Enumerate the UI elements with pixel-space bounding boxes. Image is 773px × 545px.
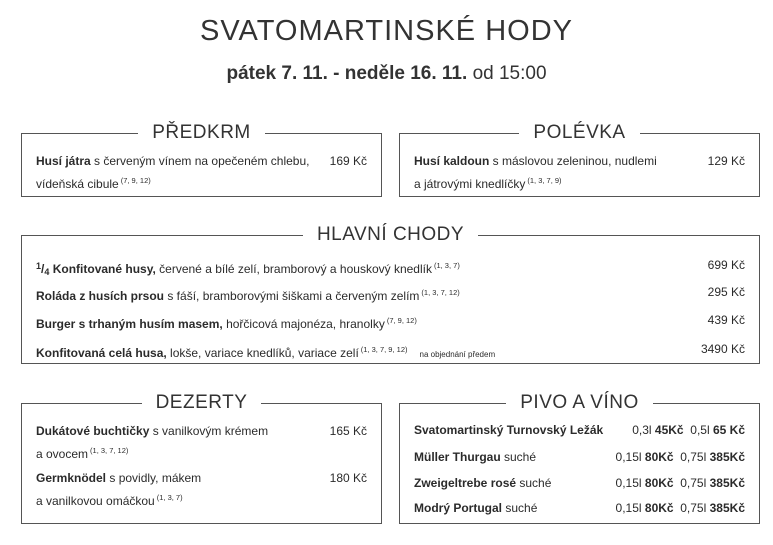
item-price: 295 Kč — [707, 285, 745, 299]
drink-desc: suché — [516, 476, 552, 490]
drink-desc: suché — [500, 450, 537, 464]
fraction: $^1/_4$ — [36, 261, 50, 277]
item-note: na objednání předem — [419, 350, 496, 359]
item-name: Husí kaldoun — [414, 154, 490, 168]
dezerty-title: DEZERTY — [142, 392, 262, 413]
item-allergens: (1, 3, 7, 9, 12) — [360, 345, 408, 354]
hlavni-section — [21, 224, 760, 364]
menu-item — [36, 340, 495, 364]
item-desc: s fáší, bramborovými šiškami a červeným zelím — [164, 289, 420, 303]
item-name: Germknödel — [36, 471, 107, 485]
item-name: Burger s trhaným husím masem, — [36, 317, 223, 331]
polevka-section — [399, 122, 760, 197]
predkrm-section — [21, 122, 382, 197]
item-desc: vídeňská cibule — [36, 177, 119, 191]
drink-volume: 0,75l — [680, 476, 707, 490]
item-desc: s vanilkovým krémem — [149, 424, 269, 438]
item-allergens: (7, 9, 12) — [386, 316, 417, 325]
menu-item — [36, 311, 417, 334]
drink-price: 385Kč — [709, 476, 745, 490]
drink-prices — [632, 421, 745, 440]
page-title: SVATOMARTINSKÉ HODY — [200, 15, 573, 47]
drink-name: Müller Thurgau — [414, 450, 501, 464]
drink-name: Modrý Portugal — [414, 501, 503, 515]
pivo-title: PIVO A VÍNO — [506, 392, 653, 413]
item-desc: a játrovými knedlíčky — [414, 177, 526, 191]
item-desc: lokše, variace knedlíků, variace zelí — [166, 346, 359, 360]
item-allergens: (1, 3, 7, 9) — [527, 176, 562, 185]
menu-item — [36, 152, 326, 194]
item-name: Konfitovaná celá husa, — [36, 346, 167, 360]
drink-price: 80Kč — [644, 450, 674, 464]
item-price: 699 Kč — [707, 258, 745, 272]
menu-item — [36, 469, 306, 511]
item-desc: červené a bílé zelí, bramborový a houskový knedlík — [155, 262, 432, 276]
item-desc: a vanilkovou omáčkou — [36, 494, 155, 508]
drink-name: Svatomartinský Turnovský Ležák — [414, 423, 604, 437]
item-name: Dukátové buchtičky — [36, 424, 150, 438]
item-allergens: (1, 3, 7, 12) — [90, 446, 129, 455]
event-dates — [0, 63, 773, 85]
item-price: 165 Kč — [329, 424, 367, 438]
drink-price: 45Kč — [654, 423, 684, 437]
item-price: 439 Kč — [707, 313, 745, 327]
drink-volume: 0,3l — [632, 423, 652, 437]
item-desc: s povidly, mákem — [106, 471, 202, 485]
drink-volume: 0,15l — [615, 501, 642, 515]
drink-item — [414, 474, 551, 493]
item-desc: a ovocem — [36, 447, 89, 461]
drink-price: 80Kč — [644, 476, 674, 490]
drink-volume: 0,5l — [690, 423, 710, 437]
item-desc: hořčicová majonéza, hranolky — [222, 317, 385, 331]
item-allergens: (1, 3, 7) — [156, 493, 183, 502]
hlavni-title: HLAVNÍ CHODY — [303, 224, 478, 245]
pivo-section — [399, 392, 760, 524]
drink-price: 65 Kč — [712, 423, 745, 437]
menu-item — [36, 422, 306, 464]
drink-price: 80Kč — [644, 501, 674, 515]
drink-price: 385Kč — [709, 450, 745, 464]
item-price: 180 Kč — [329, 471, 367, 485]
item-allergens: (7, 9, 12) — [120, 176, 151, 185]
item-name: Husí játra — [36, 154, 91, 168]
item-name: Roláda z husích prsou — [36, 289, 165, 303]
drink-price: 385Kč — [709, 501, 745, 515]
event-time: od 15:00 — [472, 63, 547, 84]
drink-prices — [616, 474, 745, 493]
menu-item — [36, 283, 460, 306]
drink-volume: 0,75l — [680, 450, 707, 464]
drink-desc: suché — [502, 501, 538, 515]
item-price: 129 Kč — [707, 154, 745, 168]
menu-item — [414, 152, 684, 194]
polevka-title: POLÉVKA — [519, 122, 639, 143]
drink-name: Zweigeltrebe rosé — [414, 476, 517, 490]
drink-item — [414, 448, 536, 467]
item-price: 3490 Kč — [700, 342, 745, 356]
menu-item — [36, 256, 460, 282]
item-name: Konfitované husy, — [49, 262, 156, 276]
item-desc: s červeným vínem na opečeném chlebu, — [90, 154, 310, 168]
drink-item — [414, 421, 603, 440]
drink-volume: 0,75l — [680, 501, 707, 515]
event-date-range: pátek 7. 11. - neděle 16. 11. — [226, 63, 468, 84]
drink-volume: 0,15l — [615, 450, 642, 464]
item-price: 169 Kč — [329, 154, 367, 168]
item-allergens: (1, 3, 7, 12) — [421, 288, 460, 297]
item-desc: s máslovou zeleninou, nudlemi — [489, 154, 657, 168]
dezerty-section — [21, 392, 382, 524]
drink-volume: 0,15l — [615, 476, 642, 490]
drink-prices — [616, 448, 745, 467]
drink-item — [414, 499, 537, 518]
item-allergens: (1, 3, 7) — [433, 261, 460, 270]
predkrm-title: PŘEDKRM — [138, 122, 265, 143]
drink-prices — [616, 499, 745, 518]
